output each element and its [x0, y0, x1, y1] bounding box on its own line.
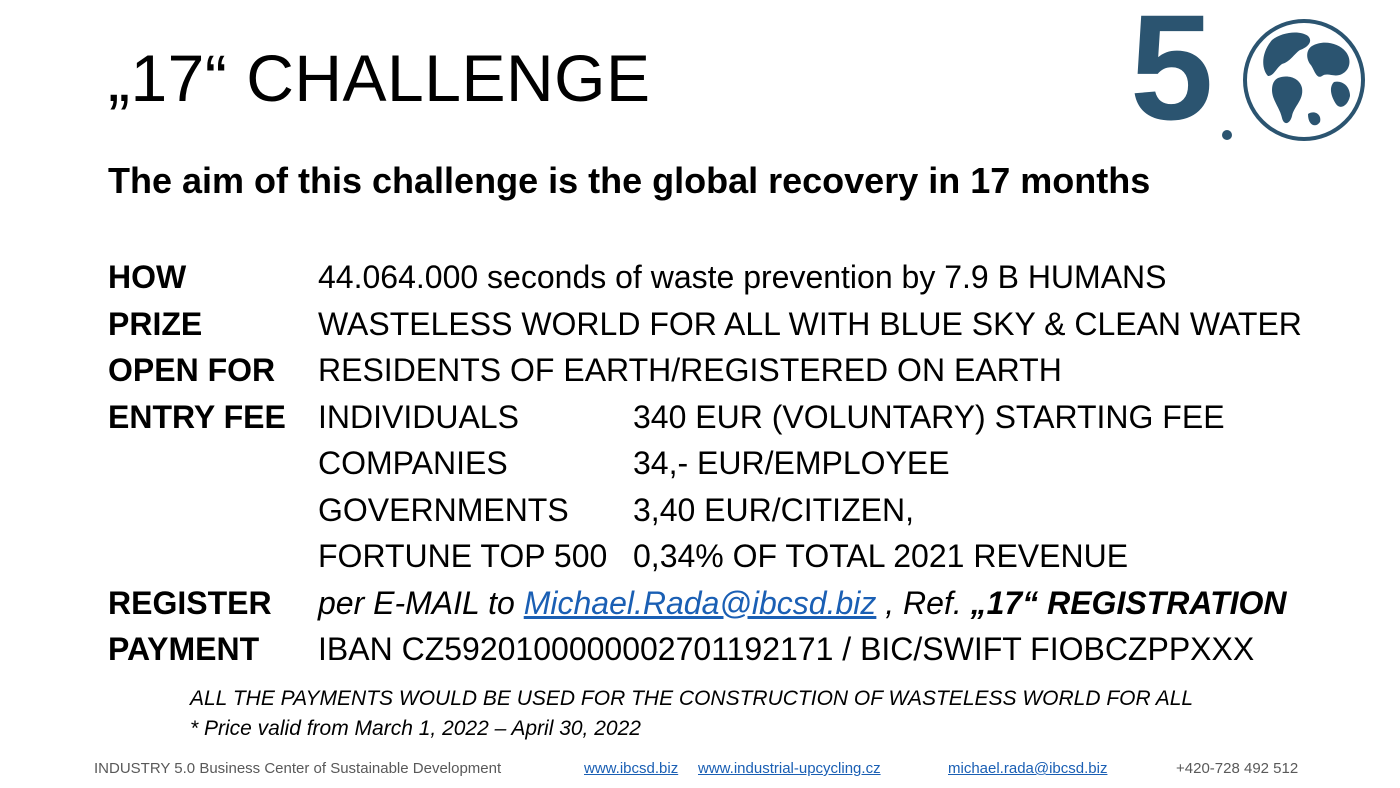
row-value: RESIDENTS OF EARTH/REGISTERED ON EARTH	[318, 352, 1062, 388]
row-value: 44.064.000 seconds of waste prevention by 7.9 B HUMANS	[318, 259, 1167, 295]
industry-5-logo	[1130, 0, 1370, 151]
row-label: ENTRY FEE	[108, 398, 286, 435]
notes	[190, 684, 1193, 744]
fee-category: GOVERNMENTS	[318, 491, 569, 528]
row-label: PAYMENT	[108, 631, 260, 667]
slide-subtitle: The aim of this challenge is the global recovery in 17 months	[108, 160, 1151, 201]
register-email-link[interactable]: Michael.Rada@ibcsd.biz	[523, 584, 877, 621]
row-value: WASTELESS WORLD FOR ALL WITH BLUE SKY & CLEAN WATER	[318, 305, 1302, 342]
payment-note: ALL THE PAYMENTS WOULD BE USED FOR THE CONSTRUCTION OF WASTELESS WORLD FOR ALL	[190, 687, 1194, 710]
footer-link-upcycling[interactable]: www.industrial-upcycling.cz	[698, 760, 881, 777]
row-label: PRIZE	[108, 305, 203, 342]
payment-details: IBAN CZ5920100000002701192171 / BIC/SWIFT FIOBCZPPXXX	[318, 631, 1255, 667]
slide-title: „17“ CHALLENGE	[108, 41, 651, 115]
row-label: REGISTER	[108, 584, 272, 621]
logo-number: 5	[1130, 0, 1214, 151]
fee-amount: 3,40 EUR/CITIZEN,	[633, 491, 914, 528]
footer-org: INDUSTRY 5.0 Business Center of Sustainable Development	[94, 760, 502, 777]
row-label: HOW	[108, 259, 187, 295]
globe-icon	[1242, 18, 1366, 142]
footer-phone: +420-728 492 512	[1176, 760, 1299, 777]
fee-amount: 340 EUR (VOLUNTARY) STARTING FEE	[633, 398, 1225, 435]
register-instructions	[318, 580, 1287, 627]
price-validity-note: * Price valid from March 1, 2022 – April 30, 2022	[190, 717, 641, 740]
fee-category: INDIVIDUALS	[318, 398, 519, 435]
register-ref: „17“ REGISTRATION	[970, 584, 1287, 621]
logo-dot	[1222, 130, 1232, 140]
register-prefix: per E-MAIL to	[318, 584, 524, 621]
footer-link-ibcsd[interactable]: www.ibcsd.biz	[584, 760, 679, 777]
row-label: OPEN FOR	[108, 352, 276, 388]
fee-amount: 34,- EUR/EMPLOYEE	[633, 445, 950, 481]
register-ref-prefix: , Ref.	[876, 584, 971, 621]
fee-category: COMPANIES	[318, 445, 508, 481]
footer-email-link[interactable]: michael.rada@ibcsd.biz	[948, 760, 1108, 777]
fee-amount: 0,34% OF TOTAL 2021 REVENUE	[633, 538, 1129, 574]
fee-category: FORTUNE TOP 500	[318, 538, 608, 574]
